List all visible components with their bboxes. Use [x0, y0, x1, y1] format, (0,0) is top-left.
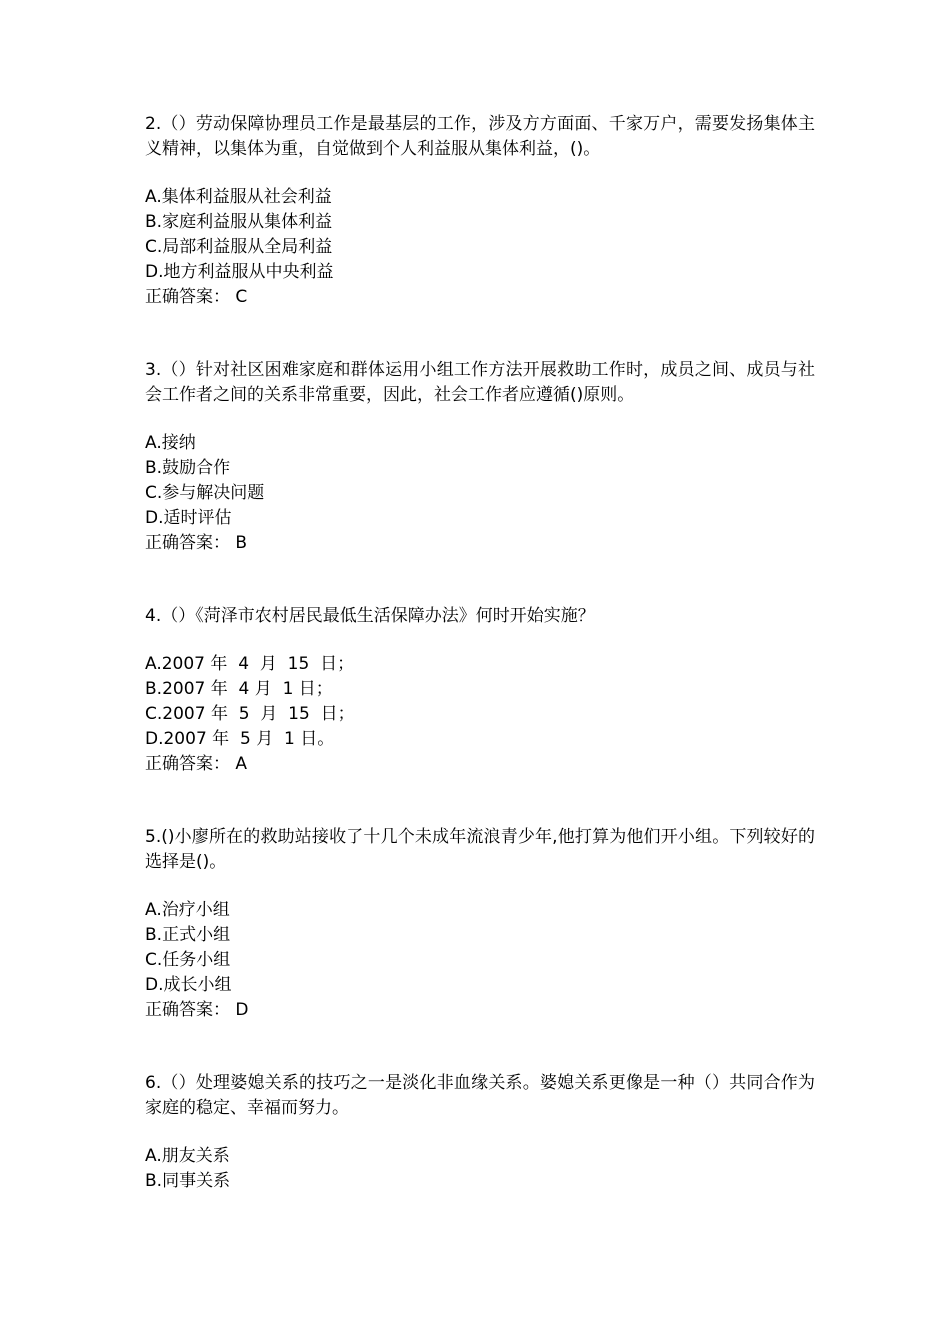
- option-c: C.局部利益服从全局利益: [145, 237, 333, 257]
- option-d: D.适时评估: [145, 508, 232, 528]
- option-a: A.2007 年 4 月 15 日；: [145, 654, 355, 674]
- question-6: [145, 1071, 815, 1194]
- correct-answer: 正确答案： C: [145, 287, 248, 307]
- option-c: C.参与解决问题: [145, 483, 265, 503]
- option-c: C.2007 年 5 月 15 日；: [145, 704, 355, 724]
- question-text: 6.（）处理婆媳关系的技巧之一是淡化非血缘关系。婆媳关系更像是一种（）共同合作为家庭的稳定、幸福而努力。: [145, 1073, 815, 1118]
- question-3: [145, 358, 815, 556]
- option-d: D.成长小组: [145, 975, 232, 995]
- option-a: A.集体利益服从社会利益: [145, 187, 332, 207]
- option-b: B.同事关系: [145, 1171, 231, 1191]
- question-2: [145, 112, 815, 310]
- option-a: A.治疗小组: [145, 900, 230, 920]
- question-text: 4.（）《菏泽市农村居民最低生活保障办法》何时开始实施？: [145, 606, 595, 626]
- option-a: A.朋友关系: [145, 1146, 230, 1166]
- question-4: [145, 604, 815, 777]
- option-b: B.家庭利益服从集体利益: [145, 212, 333, 232]
- option-b: B.2007 年 4 月 1 日；: [145, 679, 333, 699]
- question-text: 2.（）劳动保障协理员工作是最基层的工作，涉及方方面面、千家万户，需要发扬集体主义精神，以集体为重，自觉做到个人利益服从集体利益，()。: [145, 114, 815, 159]
- question-text: 5.()小廖所在的救助站接收了十几个未成年流浪青少年,他打算为他们开小组。下列较好的选择是()。: [145, 827, 815, 872]
- question-text: 3.（）针对社区困难家庭和群体运用小组工作方法开展救助工作时，成员之间、成员与社会工作者之间的关系非常重要，因此，社会工作者应遵循()原则。: [145, 360, 815, 405]
- question-5: [145, 825, 815, 1023]
- option-d: D.2007 年 5 月 1 日。: [145, 729, 335, 749]
- option-c: C.任务小组: [145, 950, 231, 970]
- correct-answer: 正确答案： D: [145, 1000, 249, 1020]
- correct-answer: 正确答案： A: [145, 754, 248, 774]
- document-page: [145, 112, 815, 1194]
- option-b: B.鼓励合作: [145, 458, 231, 478]
- correct-answer: 正确答案： B: [145, 533, 248, 553]
- option-b: B.正式小组: [145, 925, 231, 945]
- option-d: D.地方利益服从中央利益: [145, 262, 334, 282]
- option-a: A.接纳: [145, 433, 196, 453]
